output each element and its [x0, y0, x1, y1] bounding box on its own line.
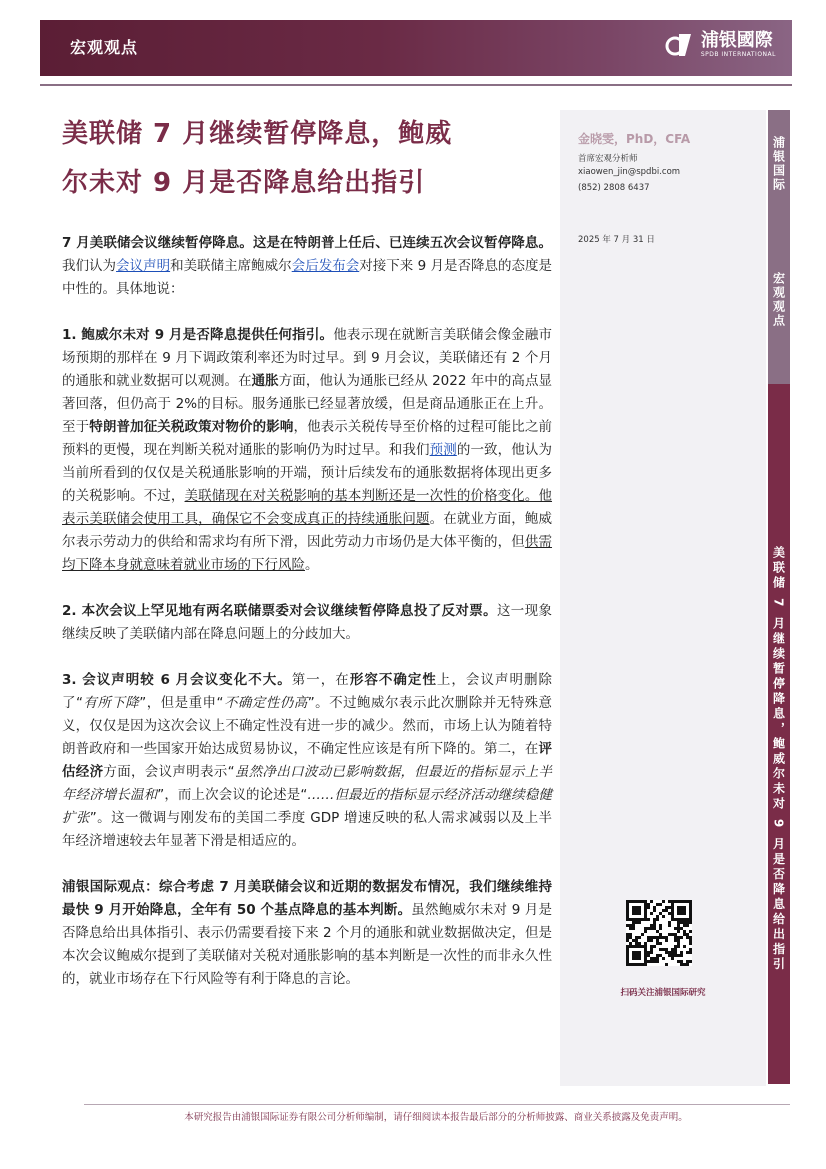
qr-code-icon — [626, 900, 692, 966]
conclusion-text: 虽然鲍威尔未对 9 月是否降息给出具体指引、表示仍需要看接下来 2 个月的通胀和就业数据做决定，但是本次会议鲍威尔提到了美联储对关税对通胀影响的基本判断是一次性的而非永久性的，就业市场存在下行风险等有利于降息的言论。 — [62, 902, 553, 987]
point-3-italic-2: 不确定性仍高 — [223, 695, 308, 711]
brand-logo — [665, 30, 776, 60]
statement-link[interactable]: 会议声明 — [116, 258, 171, 274]
side-tab-headline — [768, 384, 790, 1084]
point-1-underline-2: 供需均下降本身就意味着就业市场的下行风险 — [62, 534, 553, 573]
author-phone: (852) 2808 6437 — [578, 183, 650, 193]
intro-text-1: 我们认为 — [62, 258, 117, 274]
point-1-text-3: ，他表示关税传导至价格的过程可能比之前预料的更慢，现在判断关税对通胀的影响仍为时过早。和我们 — [62, 419, 553, 458]
point-3-lead: 3. 会议声明较 6 月会议变化不大。 — [62, 672, 292, 688]
report-date: 2025 年 7 月 31 日 — [578, 235, 655, 245]
point-2-lead: 2. 本次会议上罕见地有两名联储票委对会议继续暂停降息投了反对票。 — [62, 603, 497, 619]
footer-disclaimer: 本研究报告由浦银国际证券有限公司分析师编制，请仔细阅读本报告最后部分的分析师披露、商业关系披露及免责声明。 — [184, 1112, 688, 1123]
point-1-text-1: 他表示现在就断言美联储会像金融市场预期的那样在 9 月下调政策利率还为时过早。到 9 月会议，美联储还有 2 个月的通胀和就业数据可以观测。在 — [62, 327, 553, 389]
intro-text-3: 对接下来 9 月是否降息的态度是中性的。具体地说： — [62, 258, 553, 297]
press-conference-link[interactable]: 会后发布会 — [291, 258, 360, 274]
report-title — [62, 110, 562, 208]
point-2-text: 这一现象继续反映了美联储内部在降息问题上的分歧加大。 — [62, 603, 552, 642]
logo-subtitle: SPDB INTERNATIONAL — [700, 51, 776, 58]
point-1-text-2: 方面，他认为通胀已经从 2022 年中的高点显著回落，但仍高于 2%的目标。服务通胀已经显著放缓，但是商品通胀正在上升。至于 — [62, 373, 552, 435]
intro-text-2: 和美联储主席鲍威尔 — [170, 258, 292, 274]
author-email[interactable]: xiaowen_jin@spdbi.com — [578, 167, 681, 177]
logo-name: 浦银國際 — [700, 30, 773, 51]
intro-lead: 7 月美联储会议继续暂停降息。这是在特朗普上任后、已连续五次会议暂停降息。 — [62, 235, 552, 251]
point-1-text-6: 。 — [305, 557, 319, 573]
point-3-text-5: 方面，会议声明表示“ — [103, 764, 235, 780]
point-3-text-4: ”。不过鲍威尔表示此次删除并无特殊意义，仅仅是因为这次会议上不确定性没有进一步的减少。然而，市场上认为随着特朗普政府和一些国家开始达成贸易协议，不确定性应该是有所下降的。第二，在 — [62, 695, 553, 757]
point-3-paragraph — [62, 669, 552, 853]
point-3-italic-3: 虽然净出口波动已影响数据，但最近的指标显示上半年经济增长温和 — [62, 764, 553, 803]
conclusion-paragraph — [62, 876, 552, 991]
footer-rule — [84, 1104, 790, 1105]
point-3-bold-1: 形容不确定性 — [349, 672, 437, 688]
point-1-paragraph — [62, 324, 552, 577]
point-3-text-1: 第一，在 — [291, 672, 350, 688]
title-line-1: 美联储 7 月继续暂停降息，鲍威 — [62, 119, 453, 149]
point-3-text-7: ”。这一微调与刚发布的美国二季度 GDP 增速反映的私人需求减弱以及上半年经济增速较去年显著下滑是相适应的。 — [62, 810, 553, 849]
point-2-paragraph — [62, 600, 552, 646]
author-role: 首席宏观分析师 — [578, 154, 638, 164]
point-3-text-3: ”，但是重申“ — [139, 695, 224, 711]
point-1-bold-1: 通胀 — [251, 373, 279, 389]
point-1-bold-2: 特朗普加征关税政策对物价的影响 — [89, 419, 294, 435]
section-label: 宏观观点 — [70, 38, 139, 57]
author-name: 金晓雯，PhD，CFA — [578, 132, 691, 146]
qr-caption: 扫码关注浦银国际研究 — [620, 988, 706, 998]
point-1-text-4: 的一致，他认为当前所看到的仅仅是关税通胀影响的开端，预计后续发布的通胀数据将体现出更多的关税影响。不过， — [62, 442, 553, 504]
point-1-text-5: 。在就业方面，鲍威尔表示劳动力的供给和需求均有所下滑，因此劳动力市场仍是大体平衡的，但 — [62, 511, 553, 550]
report-body — [62, 232, 552, 991]
side-tab-category-text: 宏观观点 — [771, 272, 786, 328]
forecast-link[interactable]: 预测 — [429, 442, 457, 458]
point-1-underline-1: 美联储现在对关税影响的基本判断还是一次性的价格变化。他表示美联储会使用工具，确保它不会变成真正的持续通胀问题 — [62, 488, 553, 527]
logo-icon — [665, 30, 695, 60]
point-1-lead: 1. 鲍威尔未对 9 月是否降息提供任何指引。 — [62, 327, 334, 343]
point-3-bold-2: 评估经济 — [62, 741, 552, 780]
title-line-2: 尔未对 9 月是否降息给出指引 — [62, 168, 426, 198]
conclusion-lead: 浦银国际观点：综合考虑 7 月美联储会议和近期的数据发布情况，我们继续维持最快 9 月开始降息，全年有 50 个基点降息的基本判断。 — [62, 879, 552, 918]
point-3-italic-4: ……但最近的指标显示经济活动继续稳健扩张 — [62, 787, 553, 826]
side-tab-brand-text: 浦银国际 — [771, 136, 786, 192]
header-banner — [40, 20, 792, 76]
point-3-text-6: ”，而上次会议的论述是“ — [157, 787, 308, 803]
side-tab-headline-text: 美联储 7 月继续暂停降息，鲍威尔未对 9 月是否降息给出指引 — [771, 546, 786, 973]
header-rule — [40, 84, 792, 86]
point-3-text-2: 上，会议声明删除了“ — [62, 672, 553, 711]
point-3-italic-1: 有所下降 — [82, 695, 140, 711]
intro-paragraph — [62, 232, 552, 301]
